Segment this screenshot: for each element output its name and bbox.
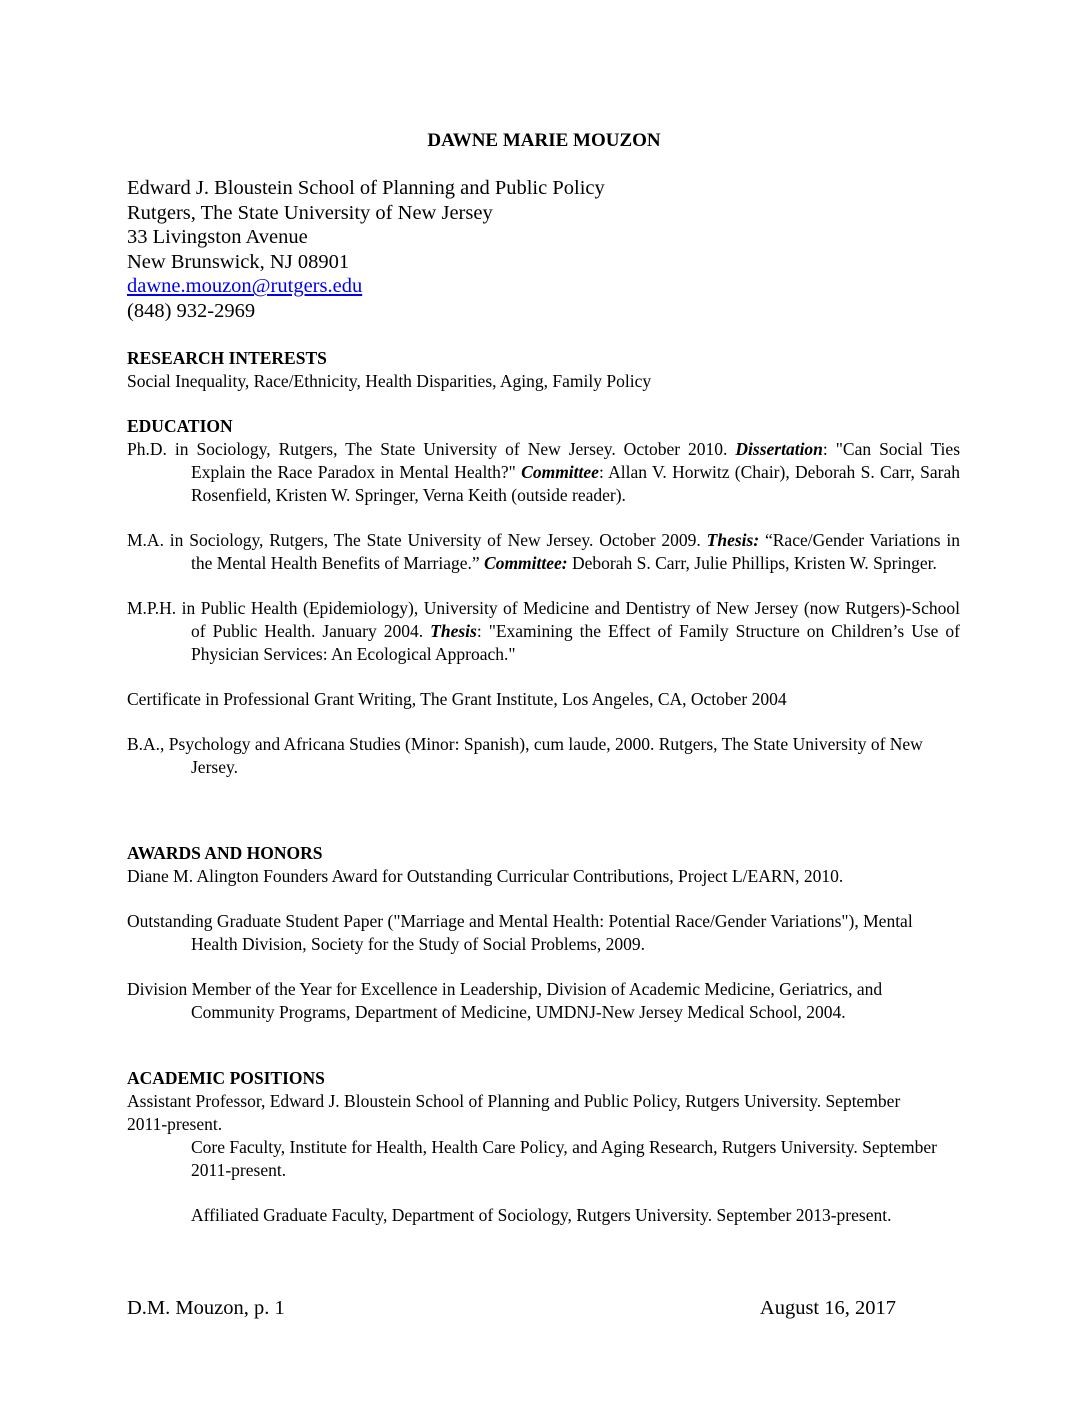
award-item: Diane M. Alington Founders Award for Outstanding Curricular Contributions, Project L/EARN, 2010. [127,866,844,886]
phd-label: Committee [521,462,599,482]
section-heading: RESEARCH INTERESTS [127,348,327,368]
phd-text: Ph.D. in Sociology, Rutgers, The State University of New Jersey. October 2010. [127,439,736,459]
mph-label: Thesis [430,621,477,641]
awards-section [127,842,960,1024]
footer-page-label: D.M. Mouzon, p. 1 [127,1297,285,1319]
footer-date: August 16, 2017 [759,1297,896,1319]
ma-text: Deborah S. Carr, Julie Phillips, Kristen W. Springer. [567,553,937,573]
phd-label: Dissertation [735,439,823,459]
award-item: Outstanding Graduate Student Paper ("Marriage and Mental Health: Potential Race/Gender Variations"), Mental Health Division, Society for the Study of Social Problems, 2009. [127,911,913,954]
section-heading: ACADEMIC POSITIONS [127,1068,325,1088]
phd-text: : Allan V. Horwitz (Chair), Deborah S. Carr, Sarah Rosenfield, Kristen W. Springer, Verna Keith (outside reader). [191,462,960,505]
education-certificate: Certificate in Professional Grant Writing, The Grant Institute, Los Angeles, CA, October 2004 [127,689,787,709]
education-ma [127,529,960,575]
award-item: Division Member of the Year for Excellence in Leadership, Division of Academic Medicine, Geriatrics, and Community Programs, Department of Medicine, UMDNJ-New Jersey Medical School, 2004. [127,979,883,1022]
section-heading: AWARDS AND HONORS [127,843,323,863]
ma-label: Committee: [484,553,568,573]
address-line: 33 Livingston Avenue [127,226,308,249]
address-line: Rutgers, The State University of New Jersey [127,201,493,224]
section-heading: EDUCATION [127,416,233,436]
ma-label: Thesis: [706,530,760,550]
email-link[interactable]: dawne.mouzon@rutgers.edu [127,275,363,298]
education-phd [127,438,960,507]
phone-number: (848) 932-2969 [127,299,256,322]
mph-text: : "Examining the Effect of Family Structure on Children’s Use of Physician Services: An Ecological Approach." [191,621,961,664]
document-title: DAWNE MARIE MOUZON [427,130,661,151]
contact-block [127,176,605,324]
mph-text: M.P.H. in Public Health (Epidemiology), University of Medicine and Dentistry of New Jersey (now Rutgers)-School of Public Health. January 2004. [127,598,960,641]
ma-text: M.A. in Sociology, Rutgers, The State University of New Jersey. October 2009. [127,530,707,550]
ma-text: “Race/Gender Variations in the Mental Health Benefits of Marriage.” [191,530,961,573]
position-sub: Core Faculty, Institute for Health, Health Care Policy, and Aging Research, Rutgers University. September 2011-present. [191,1137,937,1180]
address-line: Edward J. Bloustein School of Planning and Public Policy [127,177,605,199]
position-main: Assistant Professor, Edward J. Bloustein School of Planning and Public Policy, Rutgers University. September 2011-present. [127,1091,901,1134]
positions-section [127,1067,960,1227]
research-interests-section [127,347,960,393]
education-ba: B.A., Psychology and Africana Studies (Minor: Spanish), cum laude, 2000. Rutgers, The State University of New Jersey. [127,734,923,777]
education-section [127,415,960,779]
research-text: Social Inequality, Race/Ethnicity, Health Disparities, Aging, Family Policy [127,371,652,391]
position-sub: Affiliated Graduate Faculty, Department of Sociology, Rutgers University. September 2013-present. [191,1205,892,1225]
education-mph [127,597,960,666]
phd-text: : "Can Social Ties Explain the Race Paradox in Mental Health?" [191,439,961,482]
address-line: New Brunswick, NJ 08901 [127,250,350,273]
